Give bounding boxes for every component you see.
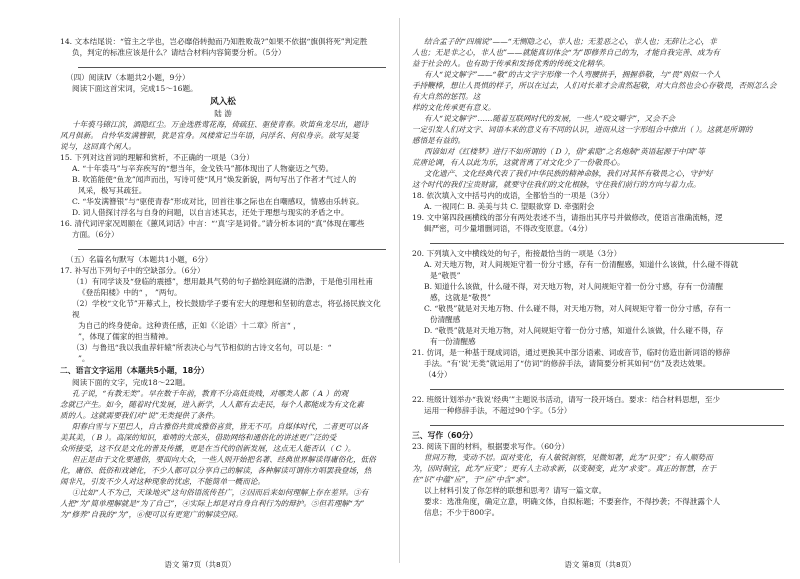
passage-line: 益于社会的人。也有助于传承和发扬优秀的传统文化精华。 — [412, 59, 610, 68]
q19-line: 辑严密，可少量增删词语，不得改变原意。（4分） — [424, 224, 593, 233]
q17-item-2: ”，体现了儒家的担当精神。 — [78, 332, 174, 342]
poem-title: 风入松 — [210, 97, 236, 107]
q15-option-b: 风采，极写其疏狂。 — [78, 186, 147, 196]
passage-line: 感悟是有益的。 — [412, 136, 466, 145]
passage-line: 化，庸俗、低俗和戏谑化，不少人都可以分享自己的解读，各种解读可谓你方唱罢我登场，热 — [60, 465, 372, 475]
passage-line: 阳春白雪与下里巴人，自古雅俗共赏成雅俗喜赏，皆无不可。自媒体时代，二者更可以各 — [72, 421, 369, 431]
passage-line: 手持鞭棒，想让人畏惧的样子，所以在过去，人们对长辈才会肃然起敬，对大自然也会心存敬畏，否则怎么会有大自然的惩罚。这 — [412, 81, 777, 101]
requirement-line: 要求：选准角度，确定立意，明确文体，自拟标题；不要套作，不得抄袭；不得泄露个人 — [424, 497, 721, 507]
passage-line: 质的人。这就需要我们对“说”无类提供了条件。 — [60, 410, 220, 420]
section-2-intro: 阅读下面的文字，完成18～22题。 — [72, 377, 191, 387]
q22-line: 运用一种修辞手法，不超过90个字。（5分） — [424, 406, 572, 415]
section-3-heading: 三、写作（60分） — [412, 431, 478, 440]
requirement-line: 信息；不少于800字。 — [424, 508, 500, 518]
q19-line: 19. 文中第四段画横线的部分有两处表述不当，请指出其序号并做修改，使语言准确流畅，逻 — [412, 213, 723, 222]
passage-line: 但正是由于文化要通俗，要面向大众，一些人则开始把名著、经典世界解读得庸俗化，低俗 — [72, 454, 376, 464]
passage-line: 为“修养”自我的“为”，⑥便可以有更宽广的解读空间。 — [60, 509, 243, 519]
q17-item-2: 为自己的终身使命。这种责任感，正如《〈论语〉十二章》所言“ ， — [78, 321, 301, 331]
page-footer: 语文 第8页（共8页） — [564, 560, 636, 570]
passage-line: 念就已产生。如今，随着时代发展，进入新学，人人都有去走民，每个人都能成为有文化素 — [60, 399, 364, 409]
passage-line: 美其美，（ B ）。高深的知识，难啃的大部头，借助网络和通俗化的讲述更广泛的受 — [60, 432, 337, 442]
section-5-heading: （五）名篇名句默写（本题共1小题，6分） — [66, 255, 213, 265]
passage-line: 孔子说，“有教无类”。早在数千年前，教育不分高低贵贱，对哪类人都（ A ）的观 — [72, 388, 349, 398]
passage-line: 众所接受，这不仅是文化的普及传播，更是在当代的创新发展，这点无人能否认（ C ）。 — [60, 443, 356, 453]
q17-item-1: （1）有同学谈及“登临的震撼”，想用最具气势的句子描绘洞庭湖的浩渺，于是他引用杜甫 — [72, 277, 374, 287]
q15-option-c: C. “华发满簪银”与“驱使青春”形成对比，回首往事之际也在自嘲感叹，情感由乐转哀。 — [72, 197, 364, 207]
q23-stem: 23. 阅读下面的材料，根据要求写作。（60分） — [412, 442, 570, 452]
material-line: 世间万物，变动不居。面对变化，有人敏锐洞察，见微知著，此为“识变”；有人顺势而 — [424, 453, 713, 463]
q17-item-3: （3）与鲁迅“我以我血荐轩辕”所表决心与气节相似的古诗文名句，可以是：“ — [72, 343, 332, 353]
q20-option-a: A. 对天地万物，对人间规矩守着一份分寸感，存有一份清醒感，知道什么该做，什么碰不得就 — [424, 260, 739, 269]
section-4-heading: （四）阅读Ⅳ（本题共2小题，9分） — [66, 73, 190, 82]
q20-option-b: 感，这就是“敬畏” — [430, 293, 491, 302]
passage-line: 文化遗产、文化经典代表了我们中华民族的精神命脉，我们对其怀有敬畏之心，守护好 — [424, 169, 713, 178]
passage-line: 人把“为”简单理解就是“为了自己”，④实际上却是对自身自利行为的辩护。⑤但若理解“为” — [60, 498, 365, 508]
passage-line: 西谚如对《红楼梦》进行不如所谓的（ D ），借“索隐”之名炮制“英语起源于中国”等 — [424, 147, 705, 156]
q15-option-b: B. 吹笛能使“鱼龙”闻声而出，写诗可使“风月”焕发新貌，两句写出了作者才气过人的 — [72, 175, 357, 185]
q15-option-a: A. “十年裘马”与辛弃疾写的“想当年，金戈铁马”都体现出了人物豪迈之气势。 — [72, 164, 334, 174]
q17-item-1: 《登岳阳楼》中的“ ， ”两句。 — [78, 288, 182, 298]
passage-line: 结合孟子的“四端说”——“无恻隐之心，非人也；无羞恶之心，非人也；无辞让之心，非 — [424, 37, 717, 46]
q21-line: 手法。“有‘说’无类”就运用了“仿词”的修辞手法，请简要分析其如何“仿”及表达效果。 — [424, 359, 711, 368]
q20-option-b: B. 知道什么该做，什么碰不得，对天地万物，对人间规矩守着一份分寸感，存有一份清醒 — [424, 282, 723, 291]
poem-line: 说与，这回真个闲人。 — [60, 142, 136, 152]
passage-line: 闹非凡，引发不少人对这种现象的忧虑，不能简单一概而论。 — [60, 476, 266, 486]
answer-line — [78, 58, 386, 68]
answer-line — [430, 234, 784, 244]
material-line: 以上材料引发了你怎样的联想和思考？请写一篇文章。 — [424, 486, 607, 496]
poem-line: 风月俱新。 自怜华发满簪银，犹是官身。凤楼常记当年语，问浮名、何似身亲。欲写吴笺 — [60, 131, 359, 141]
answer-line — [430, 416, 784, 426]
section-2-heading: 二、语言文字运用（本题共5小题，18分） — [60, 366, 209, 376]
q20-option-d: D. “敬畏”就是对天地万物，对人间规矩守着一份分寸感，知道什么该做，什么碰不得，存 — [424, 326, 724, 335]
q18-stem: 18. 依次填入文中括号内的成语，全都恰当的一项是（3分） — [412, 191, 614, 200]
material-line: 为，因时制宜，此为“应变”；更有人主动求新，以变制变，此为“求变”。真正的智慧，在于 — [412, 464, 717, 474]
poem-line: 十年裘马锦江滨，酒隐红尘。万金选胜莺花海，倚疏狂、驱使青春。吹笛鱼龙尽出，题诗 — [72, 120, 369, 130]
passage-line: 样的文化传承更有意义。 — [412, 103, 496, 112]
q20-stem: 20. 下列填入文中横线处的句子，衔接最恰当的一项是（3分） — [412, 249, 622, 258]
q14-line: 14. 文本结尾说：“管主之学也，岂必靡俗转抛而乃知胜败哉?”如果不依据“旗俱将死”判定胜 — [60, 37, 368, 46]
q16-line: 16. 清代词评家况周颐在《蕙风词话》中言：“‘真’字是词骨。”请分析本词的“真”体现在哪些 — [60, 219, 365, 229]
passage-line: 有人“说文解字”……随着互联网时代的发展，一些人“咬文嚼字”，又会不会 — [424, 114, 675, 123]
q14-line: 负，判定的标准应该是什么？请结合材料内容简要分析。（5分） — [72, 48, 286, 57]
q22-line: 22. 班级计划举办“我说‘经典’”主题说书活动，请写一段开场白。要求：结合材料思想，至少 — [412, 395, 721, 404]
q20-option-c: C. “敬畏”就是对天地万物、什么碰不得，对天地万物，对人间规矩守着一份分寸感，存有一 — [424, 304, 731, 313]
q17-item-2: （2）学校“文化节”开幕式上，校长鼓励学子要有宏大的理想和坚韧的意志，将弘扬民族文化视 — [72, 299, 381, 320]
q17-item-3: ”。 — [78, 354, 90, 364]
passage-line: 荒唐论调，有人以此为乐，这就背离了对文化少了一份敬畏心。 — [412, 158, 625, 167]
passage-line: 一定引发人们对文字、词语本来的意义有不同的认识，进而从这一字形组合中推出（ ）。这就是所谓的 — [412, 125, 753, 134]
q18-options: A. 一视同仁 B. 美美与共 C. 望眼欲穿 D. 牵强附会 — [424, 202, 595, 211]
passage-line: ①比如“人不为己，天诛地灭”这句俗语流传甚广，②因而后来如何理解上存在差异。③有 — [72, 487, 369, 497]
passage-line: 人也；无是非之心，非人也”——就能真切体会“为”即修养自己的为，才能自我完善、成为有 — [412, 48, 720, 57]
q20-option-a: 是“敬畏” — [430, 271, 461, 280]
q15-option-d: D. 词人借探讨浮名与自身的问题，以自言述其志，还处于理想与现实的矛盾之中。 — [72, 208, 349, 218]
page-footer: 语文 第7页（共8页） — [164, 560, 236, 570]
answer-line — [78, 240, 386, 250]
q17-stem: 17. 补写出下列句子中的空缺部分。（6分） — [60, 266, 205, 276]
poem-author: 陆 游 — [214, 109, 232, 119]
passage-line: 这个时代的我们宝贵财富，就要守住我们的文化根脉，守住我们前行的方向与着力点。 — [412, 180, 701, 189]
q20-option-d: 有一份清醒感 — [430, 337, 476, 346]
page-8 — [400, 0, 800, 579]
q20-option-c: 份清醒感 — [430, 315, 461, 324]
q16-line: 方面。（6分） — [72, 230, 119, 240]
section-4-intro: 阅读下面这首宋词，完成15～16题。 — [72, 84, 198, 93]
q21-line: （4分） — [424, 370, 452, 379]
material-line: 在“识”中蕴“应”，于“应”中含“求”。 — [412, 475, 535, 485]
q15-stem: 15. 下列对这首词的理解和赏析，不正确的一项是（3分） — [60, 153, 254, 163]
passage-line: 有人“说文解字”——“敬”的古文字字形像一个人弯腰拱手，拥握恭敬，与“畏”则似一个人 — [424, 70, 721, 79]
answer-line — [430, 380, 784, 390]
q21-line: 21. 仿词，是一种基于现成词语，通过更换其中部分语素、词或音节，临时仿造出新词语的修辞 — [412, 348, 731, 357]
